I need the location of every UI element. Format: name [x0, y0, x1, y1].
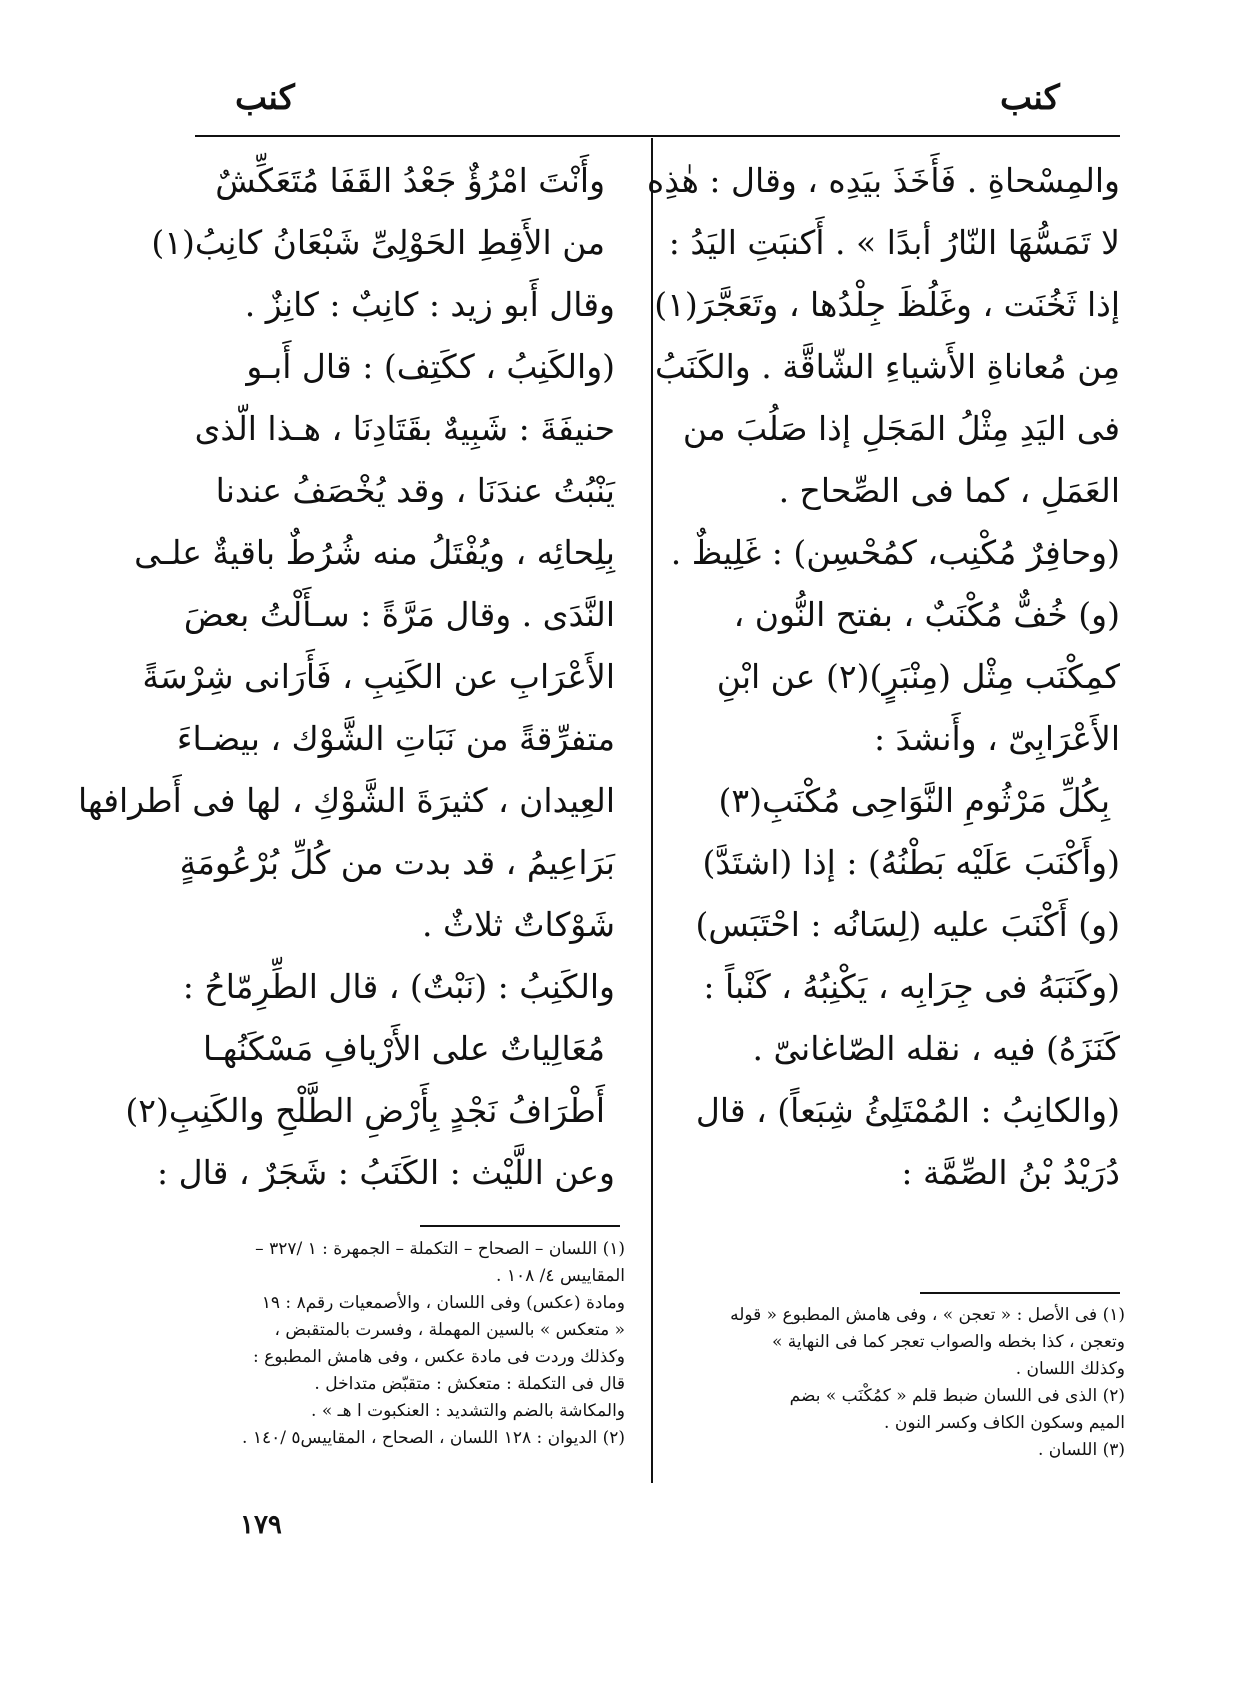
footnote-line: المقاييس ٤/ ١٠٨ .: [496, 1266, 625, 1286]
text-line: العَمَلِ ، كما فى الصِّحاح .: [778, 471, 1120, 510]
footnote-line: وتعجن ، كذا بخطه والصواب تعجر كما فى النهاية »: [771, 1332, 1125, 1352]
footnote-rule-right: [920, 1292, 1120, 1294]
text-line: بِلِحائِه ، ويُفْتَلُ منه شُرُطٌ باقيةٌ علـى: [134, 533, 615, 572]
verse-line: مُعَالِياتٌ على الأَرْيافِ مَسْكَنُهـا: [203, 1029, 605, 1068]
footnote-line: (١) فى الأصل : « تعجن » ، وفى هامش المطبوع « قوله: [730, 1305, 1125, 1325]
text-line: دُرَيْدُ بْنُ الصِّمَّة :: [901, 1153, 1120, 1192]
footnote-line: « متعكس » بالسين المهملة ، وفسرت بالمتقبض ،: [274, 1320, 625, 1340]
footnotes-right: [680, 1302, 1125, 1464]
running-head-left: كنب: [235, 78, 295, 118]
footnote-line: (٢) الديوان : ١٢٨ اللسان ، الصحاح ، المقاييس٥ /١٤٠ .: [242, 1428, 625, 1448]
footnote-line: وكذلك اللسان .: [1015, 1359, 1125, 1379]
text-line: وعن اللَّيْث : الكَنَبُ : شَجَرٌ ، قال :: [157, 1153, 615, 1192]
footnote-line: (٣) اللسان .: [1038, 1440, 1125, 1460]
text-line: مِن مُعاناةِ الأَشياءِ الشّاقَّة . والكَنَبُ: [654, 347, 1120, 386]
column-divider: [651, 138, 653, 1483]
header-rule: [195, 135, 1120, 137]
left-column: [77, 150, 615, 1204]
text-line: والكَنِبُ : (نَبْتٌ) ، قال الطِّرِمّاحُ :: [182, 967, 615, 1006]
footnote-line: وكذلك وردت فى مادة عكس ، وفى هامش المطبوع :: [253, 1347, 625, 1367]
text-line: (وأَكْنَبَ عَلَيْه بَطْنُهُ) : إذا (اشتَدَّ): [702, 843, 1120, 882]
text-line: بَرَاعِيمُ ، قد بدت من كُلِّ بُرْعُومَةٍ: [179, 843, 615, 882]
text-line: النَّدَى . وقال مَرَّةً : سـأَلْتُ بعضَ: [183, 595, 615, 634]
text-line: الأَعْرَابِ عن الكَنِبِ ، فَأَرَانى شِرْسَةً: [142, 657, 615, 696]
text-line: حنيفَةَ : شَبِيهٌ بقَتَادِنَا ، هـذا الّذى: [194, 409, 615, 448]
page-number: ١٧٩: [240, 1510, 282, 1540]
footnote-line: والمكاشة بالضم والتشديد : العنكبوت ا هـ » .: [311, 1401, 625, 1421]
text-line: (وكَنَبَهُ فى جِرَابِه ، يَكْنِبُهُ ، كَنْباً :: [703, 967, 1120, 1006]
text-line: إذا ثَخُنَت ، وغَلُظَ جِلْدُها ، وتَعَجَّرَ(١): [654, 285, 1120, 324]
footnote-rule-left: [420, 1225, 620, 1227]
verse-line: أَطْرَافُ نَجْدٍ بِأَرْضِ الطَّلْحِ والكَنِبِ(٢): [125, 1091, 605, 1130]
text-line: العِيدان ، كثيرَةَ الشَّوْكِ ، لها فى أَطرافها: [77, 781, 615, 820]
footnotes-left: [180, 1236, 625, 1452]
text-line: كَنَزَهُ) فيه ، نقله الصّاغانىّ .: [752, 1029, 1120, 1068]
footnote-line: (٢) الذى فى اللسان ضبط قلم « كمُكْنَب » بضم: [789, 1386, 1125, 1406]
text-line: شَوْكاتٌ ثلاثٌ .: [422, 905, 615, 944]
footnote-line: ومادة (عكس) وفى اللسان ، والأصمعيات رقم٨ : ١٩: [261, 1293, 625, 1313]
text-line: الأَعْرَابِىّ ، وأَنشدَ :: [873, 719, 1120, 758]
footnote-line: قال فى التكملة : متعكش : متقبّض متداخل .: [314, 1374, 625, 1394]
text-line: (وحافِرٌ مُكْنِب، كمُحْسِن) : غَلِيظٌ .: [670, 533, 1120, 572]
footnote-line: الميم وسكون الكاف وكسر النون .: [884, 1413, 1125, 1433]
text-line: والمِسْحاةِ . فَأَخَذَ بيَدِه ، وقال : هٰذِه: [646, 161, 1120, 200]
text-line: (و) أَكْنَبَ عليه (لِسَانُه : احْتَبَس): [695, 905, 1120, 944]
footnote-line: (١) اللسان – الصحاح – التكملة – الجمهرة : ١ /٣٢٧ –: [255, 1239, 625, 1259]
verse-line: وأَنْتَ امْرُؤٌ جَعْدُ القَفَا مُتَعَكِّشٌ: [215, 161, 605, 200]
running-head-right: كنب: [1000, 78, 1060, 118]
text-line: (والكانِبُ : المُمْتَلِئُ شِبَعاً) ، قال: [695, 1091, 1120, 1130]
text-line: كمِكْنَب مِثْل (مِنْبَرٍ)(٢) عن ابْنِ: [716, 657, 1120, 696]
text-line: لا تَمَسُّهَا النّارُ أبدًا » . أَكنبَتِ اليَدُ :: [668, 223, 1120, 262]
text-line: فى اليَدِ مِثْلُ المَجَلِ إذا صَلُبَ من: [682, 409, 1120, 448]
text-line: (و) خُفٌّ مُكْنَبٌ ، بفتح النُّون ،: [733, 595, 1120, 634]
verse-line: من الأَقِطِ الحَوْلِىِّ شَبْعَانُ كانِبُ(١): [151, 223, 605, 262]
verse-line: بِكُلِّ مَرْثُومِ النَّوَاحِى مُكْنَبِ(٣): [718, 781, 1110, 820]
text-line: متفرِّقةً من نَبَاتِ الشَّوْك ، بيضـاءَ: [176, 719, 615, 758]
right-column: [646, 150, 1120, 1204]
text-line: وقال أَبو زيد : كانِبٌ : كانِزٌ .: [244, 285, 615, 324]
text-line: يَنْبُتُ عندَنَا ، وقد يُخْصَفُ عندنا: [215, 471, 615, 510]
text-line: (والكَنِبُ ، ككَتِف) : قال أَبـو: [246, 347, 615, 386]
